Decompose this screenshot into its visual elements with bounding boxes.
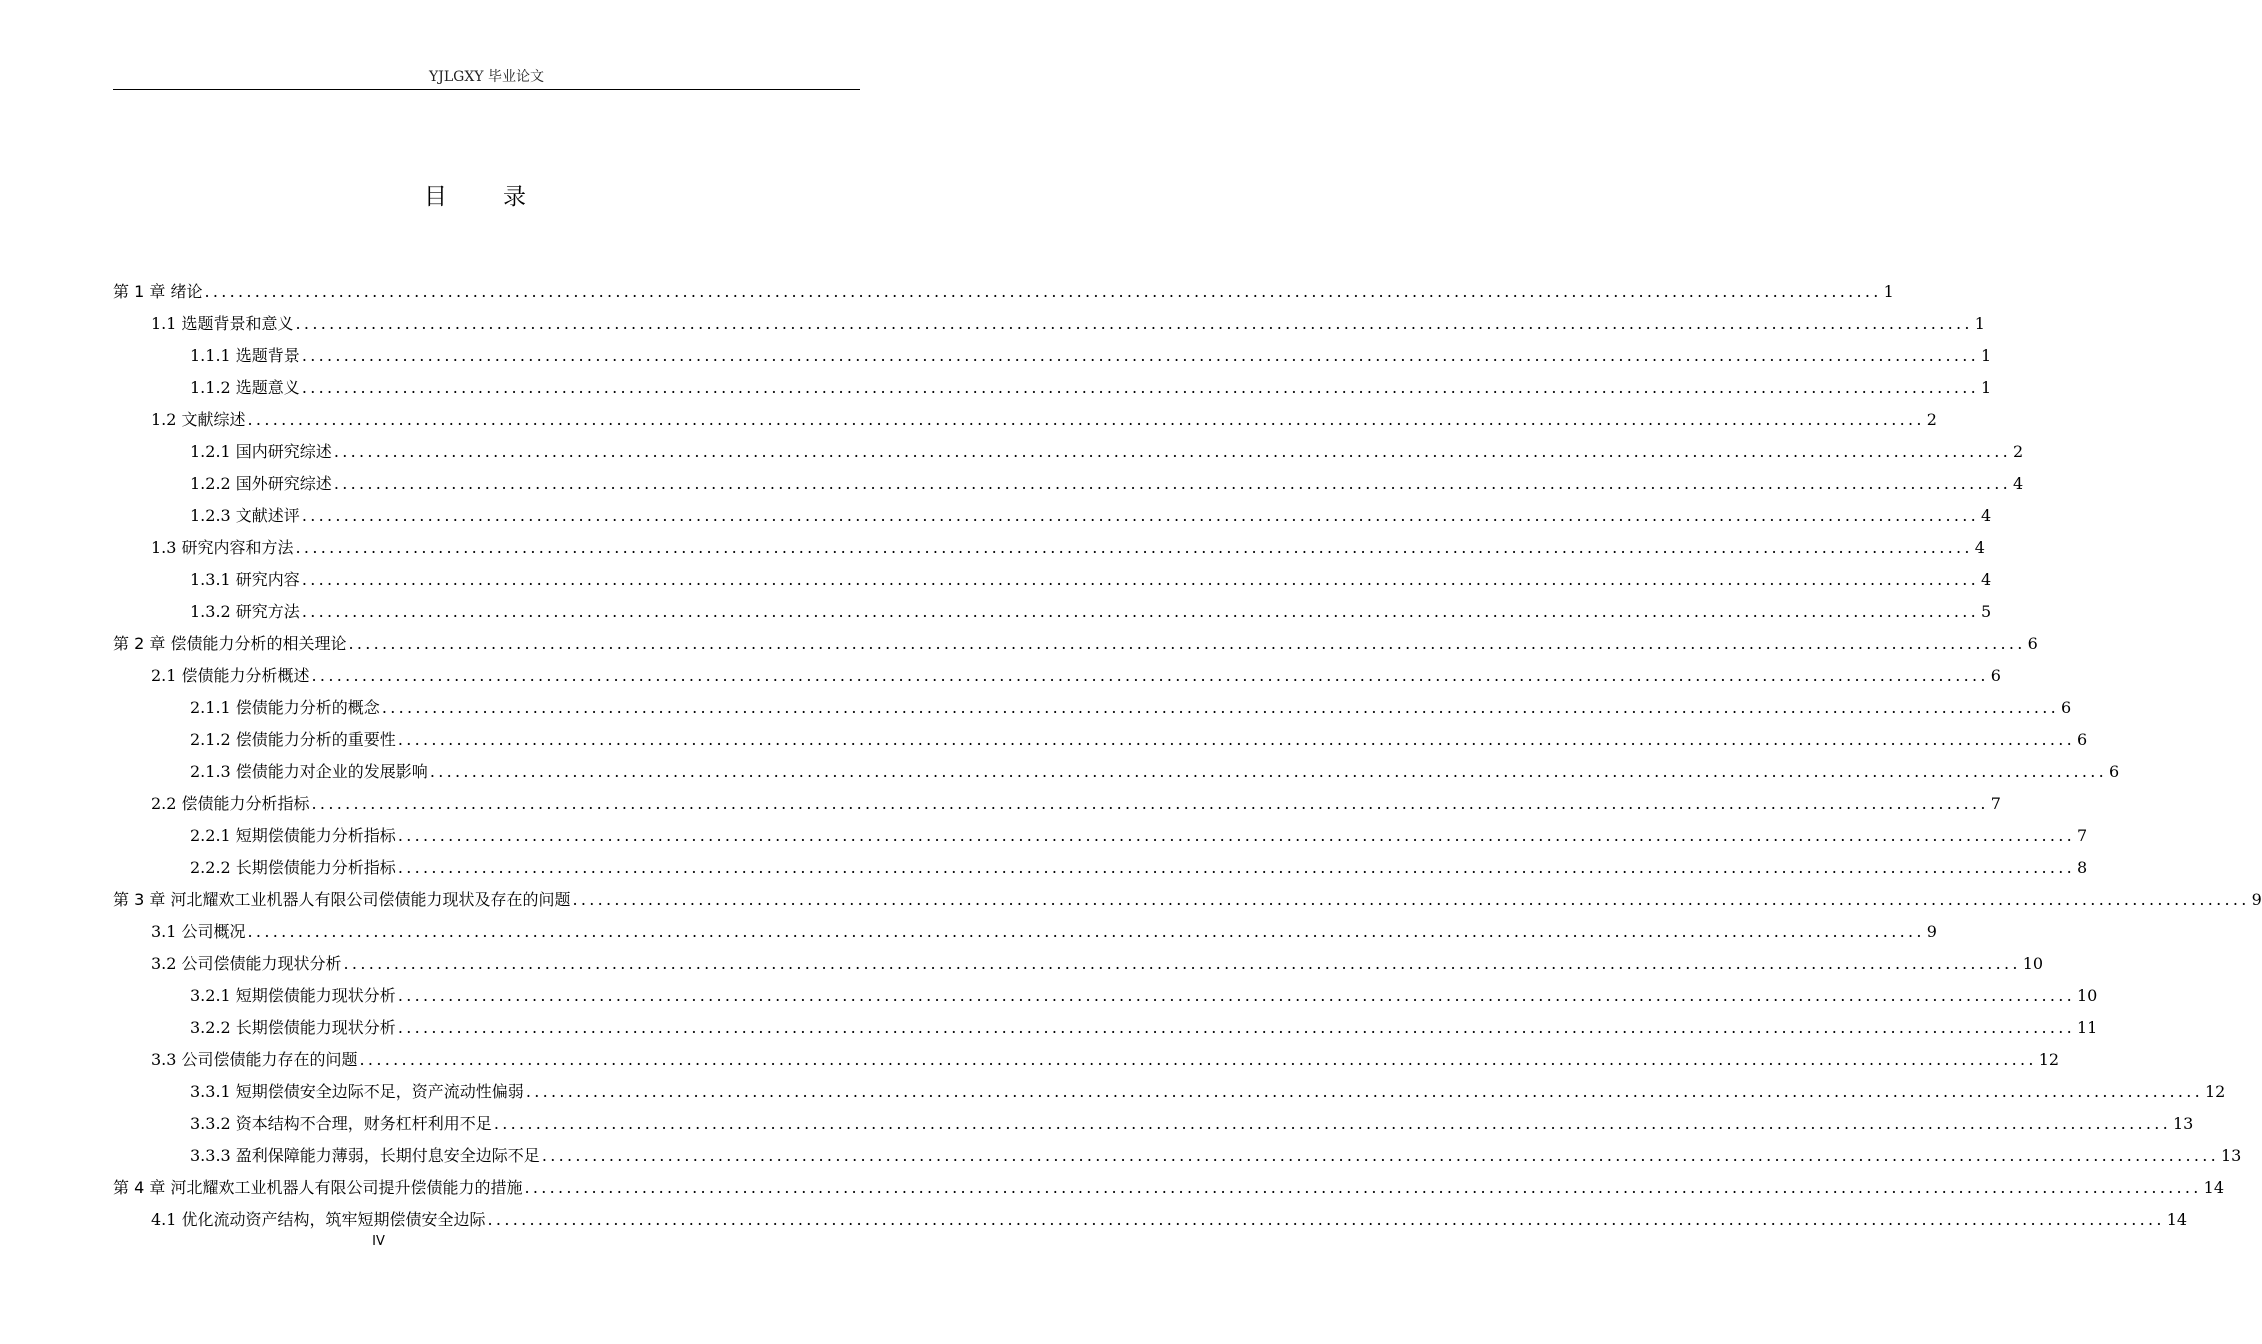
toc-dot-leader: ........................................................................................................................................................................................................ (429, 762, 2107, 781)
toc-entry[interactable] (113, 340, 1992, 372)
toc-entry-page: 7 (2077, 826, 2088, 845)
toc-dot-leader: ........................................................................................................................................................................................................ (311, 794, 1989, 813)
toc-dot-leader: ........................................................................................................................................................................................................ (397, 826, 2075, 845)
toc-entry-label: 1.2.2 国外研究综述 (190, 474, 332, 493)
toc-entry-page: 6 (2077, 730, 2088, 749)
toc-entry-page: 10 (2077, 986, 2098, 1005)
toc-entry-label: 1.1.2 选题意义 (190, 378, 300, 397)
toc-entry-page: 6 (2061, 698, 2072, 717)
toc-entry-label: 1.3.1 研究内容 (190, 570, 300, 589)
toc-entry-label: 1.1.1 选题背景 (190, 346, 300, 365)
toc-entry-label: 2.2.1 短期偿债能力分析指标 (190, 826, 396, 845)
toc-dot-leader: ........................................................................................................................................................................................................ (301, 378, 1979, 397)
toc-entry-page: 14 (2166, 1210, 2188, 1229)
toc-entry[interactable] (113, 788, 2001, 820)
toc-dot-leader: ........................................................................................................................................................................................................ (301, 570, 1979, 589)
toc-entry-page: 1 (1883, 282, 1894, 301)
toc-entry-label: 1.2 文献综述 (151, 410, 246, 429)
toc-entry-label: 3.2 公司偿债能力现状分析 (151, 954, 342, 973)
toc-entry-label: 2.1 偿债能力分析概述 (151, 666, 310, 685)
header-rule (113, 89, 860, 90)
toc-entry-label: 1.3 研究内容和方法 (151, 538, 294, 557)
toc-entry-label: 1.1 选题背景和意义 (151, 314, 294, 333)
toc-entry-page: 8 (2077, 858, 2088, 877)
toc-entry-page: 2 (1926, 410, 1937, 429)
toc-dot-leader: ........................................................................................................................................................................................................ (333, 442, 2011, 461)
toc-entry[interactable] (113, 1108, 2194, 1140)
toc-entry[interactable] (113, 468, 2024, 500)
toc-entry-label: 3.3 公司偿债能力存在的问题 (151, 1050, 358, 1069)
toc-entry[interactable] (113, 692, 2072, 724)
toc-dot-leader: ........................................................................................................................................................................................................ (487, 1210, 2165, 1229)
toc-entry-label: 2.2 偿债能力分析指标 (151, 794, 310, 813)
toc-entry[interactable] (113, 980, 2098, 1012)
toc-dot-leader: ........................................................................................................................................................................................................ (247, 410, 1925, 429)
toc-entry-label: 2.1.2 偿债能力分析的重要性 (190, 730, 396, 749)
page-number: IV (372, 1234, 385, 1249)
toc-dot-leader: ........................................................................................................................................................................................................ (381, 698, 2059, 717)
toc-entry-page: 6 (2109, 762, 2120, 781)
toc-dot-leader: ........................................................................................................................................................................................................ (301, 346, 1979, 365)
toc-entry-page: 1 (1981, 346, 1992, 365)
toc-entry[interactable] (113, 884, 2262, 916)
toc-entry[interactable] (113, 1044, 2060, 1076)
toc-dot-leader: ........................................................................................................................................................................................................ (359, 1050, 2037, 1069)
toc-entry[interactable] (113, 308, 1985, 340)
toc-entry-page: 6 (1990, 666, 2001, 685)
toc-entry-label: 2.2.2 长期偿债能力分析指标 (190, 858, 396, 877)
toc-entry-label: 第 2 章 偿债能力分析的相关理论 (113, 634, 347, 653)
toc-entry[interactable] (113, 948, 2044, 980)
toc-entry[interactable] (113, 532, 1985, 564)
toc-entry-page: 4 (2013, 474, 2024, 493)
toc-entry-page: 4 (1981, 570, 1992, 589)
toc-dot-leader: ........................................................................................................................................................................................................ (397, 1018, 2075, 1037)
toc-entry[interactable] (113, 916, 1937, 948)
toc-entry-page: 1 (1974, 314, 1985, 333)
toc-entry[interactable] (113, 1172, 2224, 1204)
toc-entry-label: 1.3.2 研究方法 (190, 602, 300, 621)
toc-entry-page: 11 (2077, 1018, 2098, 1037)
toc-entry[interactable] (113, 756, 2120, 788)
table-of-contents (113, 276, 2262, 1236)
toc-entry-page: 5 (1981, 602, 1992, 621)
toc-dot-leader: ........................................................................................................................................................................................................ (572, 890, 2250, 909)
toc-entry[interactable] (113, 724, 2088, 756)
toc-entry-page: 13 (2173, 1114, 2194, 1133)
toc-entry-label: 2.1.1 偿债能力分析的概念 (190, 698, 380, 717)
toc-entry[interactable] (113, 1140, 2242, 1172)
toc-entry-page: 9 (1926, 922, 1937, 941)
running-header: YJLGXY 毕业论文 (429, 69, 544, 85)
toc-dot-leader: ........................................................................................................................................................................................................ (343, 954, 2021, 973)
toc-entry-page: 4 (1974, 538, 1985, 557)
toc-entry-page: 2 (2013, 442, 2024, 461)
toc-entry[interactable] (113, 628, 2038, 660)
toc-entry-page: 12 (2038, 1050, 2060, 1069)
toc-dot-leader: ........................................................................................................................................................................................................ (295, 314, 1973, 333)
toc-entry-label: 第 3 章 河北耀欢工业机器人有限公司偿债能力现状及存在的问题 (113, 890, 571, 909)
toc-entry[interactable] (113, 852, 2088, 884)
toc-entry-label: 3.1 公司概况 (151, 922, 246, 941)
toc-dot-leader: ........................................................................................................................................................................................................ (301, 506, 1979, 525)
toc-entry-page: 7 (1990, 794, 2001, 813)
toc-entry-label: 第 4 章 河北耀欢工业机器人有限公司提升偿债能力的措施 (113, 1178, 523, 1197)
toc-dot-leader: ........................................................................................................................................................................................................ (301, 602, 1979, 621)
toc-entry-label: 3.3.3 盈利保障能力薄弱，长期付息安全边际不足 (190, 1146, 540, 1165)
toc-entry-label: 3.3.1 短期偿债安全边际不足，资产流动性偏弱 (190, 1082, 524, 1101)
toc-entry-page: 4 (1981, 506, 1992, 525)
toc-entry-label: 3.2.2 长期偿债能力现状分析 (190, 1018, 396, 1037)
toc-dot-leader: ........................................................................................................................................................................................................ (295, 538, 1973, 557)
toc-entry-label: 第 1 章 绪论 (113, 282, 203, 301)
toc-entry[interactable] (113, 820, 2088, 852)
page-title: 目录 (424, 184, 582, 210)
toc-entry[interactable] (113, 596, 1992, 628)
toc-dot-leader: ........................................................................................................................................................................................................ (348, 634, 2026, 653)
toc-entry[interactable] (113, 276, 1894, 308)
toc-dot-leader: ........................................................................................................................................................................................................ (524, 1178, 2202, 1197)
toc-dot-leader: ........................................................................................................................................................................................................ (397, 858, 2075, 877)
toc-entry-label: 3.2.1 短期偿债能力现状分析 (190, 986, 396, 1005)
toc-dot-leader: ........................................................................................................................................................................................................ (541, 1146, 2219, 1165)
toc-entry[interactable] (113, 660, 2001, 692)
toc-entry-label: 1.2.1 国内研究综述 (190, 442, 332, 461)
toc-entry-label: 1.2.3 文献述评 (190, 506, 300, 525)
toc-entry[interactable] (113, 1076, 2226, 1108)
toc-entry[interactable] (113, 1204, 2188, 1236)
toc-dot-leader: ........................................................................................................................................................................................................ (204, 282, 1882, 301)
toc-entry-page: 6 (2027, 634, 2038, 653)
toc-dot-leader: ........................................................................................................................................................................................................ (333, 474, 2011, 493)
toc-dot-leader: ........................................................................................................................................................................................................ (311, 666, 1989, 685)
toc-entry[interactable] (113, 436, 2024, 468)
toc-dot-leader: ........................................................................................................................................................................................................ (247, 922, 1925, 941)
toc-entry-page: 10 (2022, 954, 2044, 973)
toc-entry-page: 1 (1981, 378, 1992, 397)
toc-dot-leader: ........................................................................................................................................................................................................ (397, 986, 2075, 1005)
toc-entry-page: 14 (2203, 1178, 2224, 1197)
toc-entry-page: 9 (2251, 890, 2262, 909)
toc-entry-label: 3.3.2 资本结构不合理，财务杠杆利用不足 (190, 1114, 492, 1133)
toc-entry[interactable] (113, 372, 1992, 404)
toc-entry[interactable] (113, 500, 1992, 532)
toc-entry-label: 2.1.3 偿债能力对企业的发展影响 (190, 762, 428, 781)
toc-dot-leader: ........................................................................................................................................................................................................ (525, 1082, 2203, 1101)
toc-dot-leader: ........................................................................................................................................................................................................ (397, 730, 2075, 749)
toc-entry[interactable] (113, 564, 1992, 596)
toc-entry[interactable] (113, 404, 1937, 436)
toc-entry-page: 12 (2205, 1082, 2226, 1101)
toc-entry-page: 13 (2221, 1146, 2242, 1165)
toc-entry-label: 4.1 优化流动资产结构，筑牢短期偿债安全边际 (151, 1210, 486, 1229)
toc-entry[interactable] (113, 1012, 2098, 1044)
toc-dot-leader: ........................................................................................................................................................................................................ (493, 1114, 2171, 1133)
